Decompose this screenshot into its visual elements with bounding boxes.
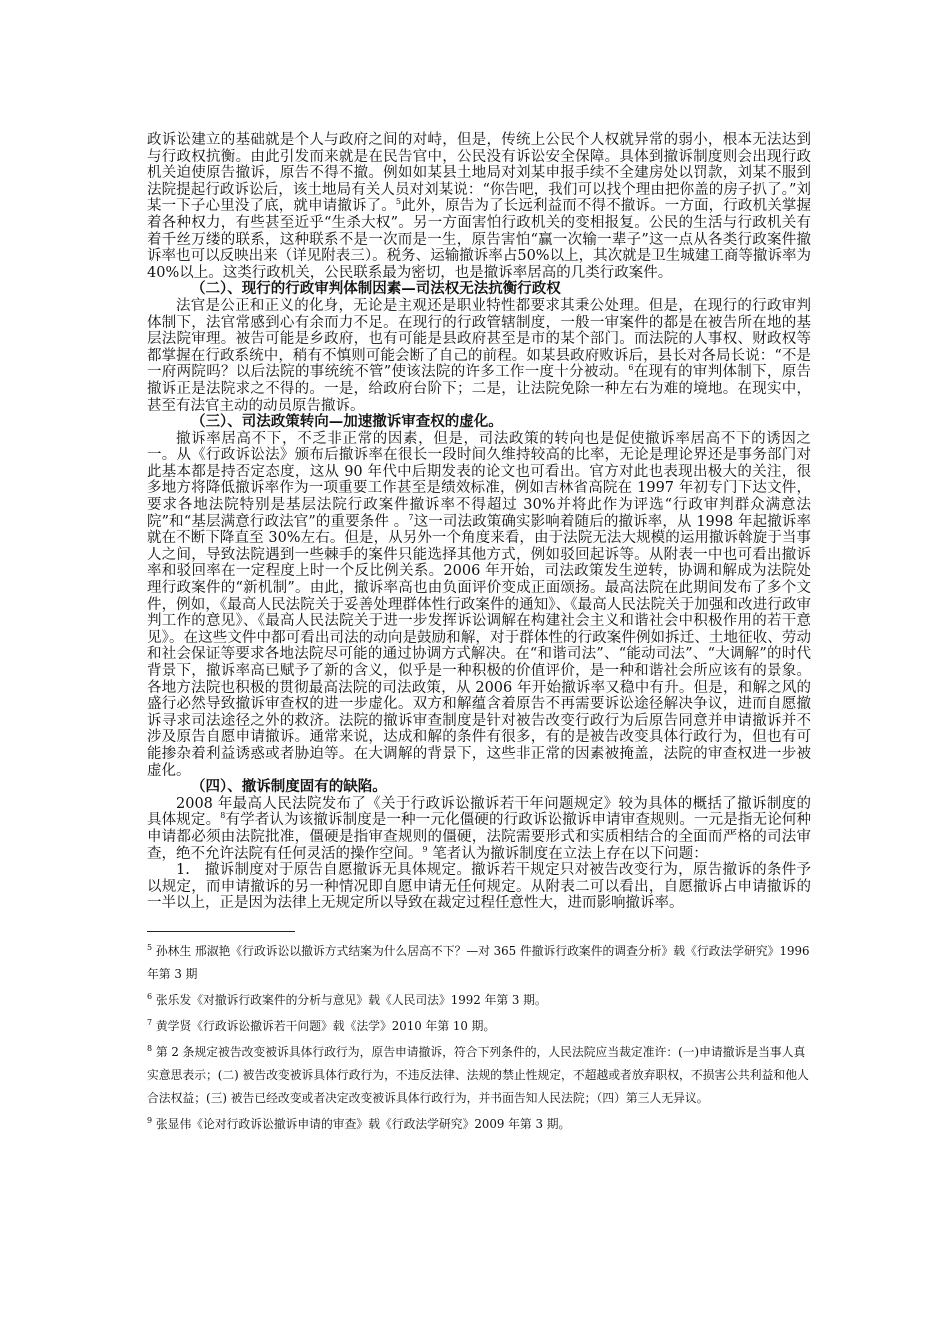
footnote: $^7$ 黄学贤《行政诉讼撤诉若干问题》载《法学》2010 年第 10 期。: [147, 1017, 496, 1033]
footnote: $^5$ 孙林生 邢淑艳《行政诉讼以撤诉方式结案为什么居高不下？—对 365 件撤诉行政案件的调查分析》载《行政法学研究》1996 年第 3 期: [147, 942, 810, 981]
paragraph: 撤诉率居高不下，不乏非正常的因素，但是，司法政策的转向也是促使撤诉率居高不下的诱因之一。从《行政诉讼法》颁布后撤诉率在很长一段时间久维持较高的比率，无论是理论界还是事务部门对此基本都是持否定态度，这从 90 年代中后期发表的论文也可看出。官方对此也表现出极大的关注，很多地方将降低撤诉率作为一项重要工作甚至是绩效标准，例如吉林省高院在 1997 年初专门下达文件，要求各地法院特别是基层法院行政案件撤诉率不得超过 30%并将此作为评选“行政审判群众满意法院”和“基层满意行政法官”的重要条件 。$^7$这一司法政策确实影响着随后的撤诉率，从 1998 年起撤诉率就在不断下降直至 30%左右。但是，从另外一个角度来看，由于法院无法大规模的运用撤诉斡旋于当事人之间，导致法院遇到一些棘手的案件只能选择其他方式，例如驳回起诉等。从附表一中也可看出撤诉率和驳回率在一定程度上时一个反比例关系。2006 年开始，司法政策发生逆转，协调和解成为法院处理行政案件的“新机制”。由此，撤诉率高也由负面评价变成正面颂扬。最高法院在此期间发布了多个文件，例如，《最高人民法院关于妥善处理群体性行政案件的通知》、《最高人民法院关于加强和改进行政审判工作的意见》、《最高人民法院关于进一步发挥诉讼调解在构建社会主义和谐社会中积极作用的若干意见》。在这些文件中都可看出司法的动向是鼓励和解，对于群体性的行政案件例如拆迁、土地征收、劳动和社会保证等要求各地法院尽可能的通过协调方式解决。在“和谐司法”、“能动司法”、“大调解”的时代背景下，撤诉率高已赋予了新的含义，似乎是一种积极的价值评价，是一种和谐社会所应该有的景象。各地方法院也积极的贯彻最高法院的司法政策，从 2006 年开始撤诉率又稳中有升。但是，和解之风的盛行必然导致撤诉审查权的进一步虚化。双方和解蕴含着原告不再需要诉讼途径解决争议，进而自愿撤诉寻求司法途径之外的救济。法院的撤诉审查制度是针对被告改变行政行为后原告同意并申请撤诉并不涉及原告自愿申请撤诉。通常来说，达成和解的条件有很多，有的是被告改变具体行政行为，但也有可能掺杂着利益诱惑或者胁迫等。在大调解的背景下，这些非正常的因素被掩盖，法院的审查权进一步被虚化。: [147, 430, 811, 779]
section-heading: （二）、现行的行政审判体制因素—司法权无法抗衡行政权: [191, 280, 561, 298]
footnote-ref[interactable]: 6: [628, 363, 634, 373]
list-item: 1. 撤诉制度对于原告自愿撤诉无具体规定。撤诉若干规定只对被告改变行为，原告撤诉的条件予以规定，而申请撤诉的另一种情况即自愿申请无任何规定。从附表二可以看出，自愿撤诉占申请撤诉的一半以上，正是因为法律上无规定所以导致在裁定过程任意性大，进而影响撤诉率。: [147, 862, 811, 912]
footnote-ref[interactable]: 8: [220, 811, 226, 821]
footnote: $^9$ 张显伟《论对行政诉讼撤诉申请的审查》载《行政法学研究》2009 年第 3 期。: [147, 1115, 571, 1131]
footnote: $^6$ 张乐发《对撤诉行政案件的分析与意见》载《人民司法》1992 年第 3 期。: [147, 991, 547, 1007]
section-heading: （三）、司法政策转向—加速撤诉审查权的虚化。: [191, 413, 503, 431]
footnote-ref[interactable]: 7: [408, 512, 414, 522]
paragraph: 政诉讼建立的基础就是个人与政府之间的对峙，但是，传统上公民个人权就异常的弱小，根本无法达到与行政权抗衡。由此引发而来就是在民告官中，公民没有诉讼安全保障。具体到撤诉制度则会出现行政机关迫使原告撤诉，原告不得不撤。例如如某县土地局对刘某申报手续不全建房处以罚款，刘某不服到法院提起行政诉讼后，该土地局有关人员对刘某说：“你告吧，我们可以找个理由把你盖的房子扒了。”刘某一下子心里没了底，就申请撤诉了。$^5$此外，原告为了长远利益而不得不撤诉。一方面，行政机关掌握着各种权力，有些甚至近乎“生杀大权”。另一方面害怕行政机关的变相报复。公民的生活与行政机关有着千丝万缕的联系，这种联系不是一次而是一生，原告害怕“赢一次输一辈子”这一点从各类行政案件撤诉率也可以反映出来（详见附表三）。税务、运输撤诉率占50%以上，其次就是卫生城建工商等撤诉率为40%以上。这类行政机关，公民联系最为密切，也是撤诉率居高的几类行政案件。: [147, 132, 811, 281]
footnote-ref[interactable]: 9: [422, 844, 428, 854]
footnote-divider: [147, 931, 295, 932]
footnotes: [147, 940, 811, 1136]
footnote: $^8$ 第 2 条规定被告改变被诉具体行政行为，原告申请撤诉，符合下列条件的，人民法院应当裁定准许：(一)申请撤诉是当事人真实意思表示；(二) 被告改变被诉具体行政行为，不违反法律、法规的禁止性规定，不超越或者放弃职权，不损害公共利益和他人合法权益；(三) 被告已经改变或者决定改变被诉具体行政行为，并书面告知人民法院；（四）第三人无异议。: [147, 1043, 809, 1105]
body-text: [147, 132, 811, 912]
paragraph: 2008 年最高人民法院发布了《关于行政诉讼撤诉若干年问题规定》较为具体的概括了撤诉制度的具体规定。$^8$有学者认为该撤诉制度是一种一元化僵硬的行政诉讼撤诉申请审查规则。一元是指无论何种申请都必须由法院批准，僵硬是指审查规则的僵硬，法院需要形式和实质相结合的全面而严格的司法审查，绝不允许法院有任何灵活的操作空间。$^9$ 笔者认为撤诉制度在立法上存在以下问题：: [147, 795, 812, 862]
paragraph: 法官是公正和正义的化身，无论是主观还是职业特性都要求其秉公处理。但是，在现行的行政审判体制下，法官常感到心有余而力不足。在现行的行政管辖制度，一般一审案件的都是在被告所在地的基层法院审理。被告可能是乡政府，也有可能是县政府甚至是市的某个部门。而法院的人事权、财政权等都掌握在行政系统中，稍有不慎则可能会断了自己的前程。如某县政府败诉后，县长对各局长说：“不是一府两院吗？以后法院的事统统不管”使该法院的许多工作一度十分被动。$^6$在现有的审判体制下，原告撤诉正是法院求之不得的。一是，给政府台阶下；二是，让法院免除一种左右为难的境地。在现实中，甚至有法官主动的动员原告撤诉。: [147, 297, 812, 414]
section-heading: （四）、撤诉制度固有的缺陷。: [191, 778, 387, 796]
footnote-ref[interactable]: 5: [395, 197, 402, 207]
document-page: [147, 132, 811, 1136]
